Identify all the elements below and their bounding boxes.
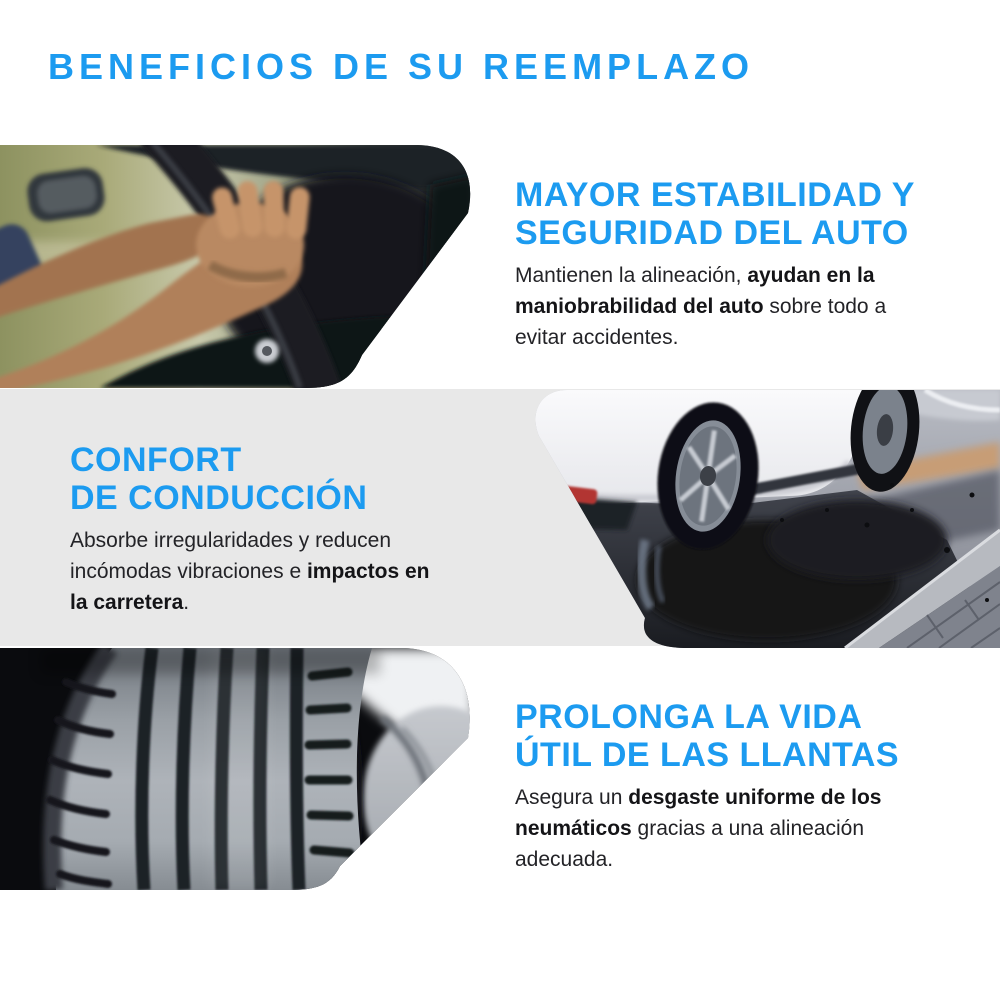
photo3-scene	[0, 648, 475, 890]
benefit-heading-line: PROLONGA LA VIDA	[515, 698, 863, 736]
benefit-body	[70, 525, 440, 618]
tire-tread-shape	[40, 648, 380, 890]
benefit-heading-line: CONFORT	[70, 441, 242, 479]
benefit-heading-line: DE CONDUCCIÓN	[70, 479, 368, 517]
hands-on-steering-wheel-photo	[0, 145, 475, 388]
body-text-bold: ayudan en la maniobrabilidad del auto	[515, 264, 875, 318]
benefit-heading-line: SEGURIDAD DEL AUTO	[515, 214, 909, 252]
benefit-body	[515, 782, 910, 875]
body-text-bold: impactos en la carretera	[70, 560, 430, 614]
benefit-section-llantas	[515, 698, 915, 875]
photo1-scene	[0, 145, 475, 388]
photo2-scene	[527, 390, 1000, 648]
benefit-heading-line: ÚTIL DE LAS LLANTAS	[515, 736, 900, 774]
car-wheel-over-pothole-photo	[527, 390, 1000, 648]
benefit-section-estabilidad	[515, 176, 915, 353]
body-text: Asegura un	[515, 786, 629, 809]
body-text: Absorbe irregularidades y reducen incómodas vibraciones e	[70, 529, 392, 583]
body-text: .	[183, 591, 190, 614]
body-text-bold: desgaste uniforme de los neumáticos	[515, 786, 882, 840]
benefit-body	[515, 260, 915, 353]
benefit-section-confort	[70, 441, 510, 618]
body-text: gracias a una alineación adecuada.	[515, 817, 865, 871]
body-text: Mantienen la alineación,	[515, 264, 748, 287]
benefit-heading-line: MAYOR ESTABILIDAD Y	[515, 176, 915, 214]
body-text: sobre todo a evitar accidentes.	[515, 295, 887, 349]
tire-tread-closeup-photo	[0, 648, 475, 890]
page-title: BENEFICIOS DE SU REEMPLAZO	[48, 46, 755, 87]
